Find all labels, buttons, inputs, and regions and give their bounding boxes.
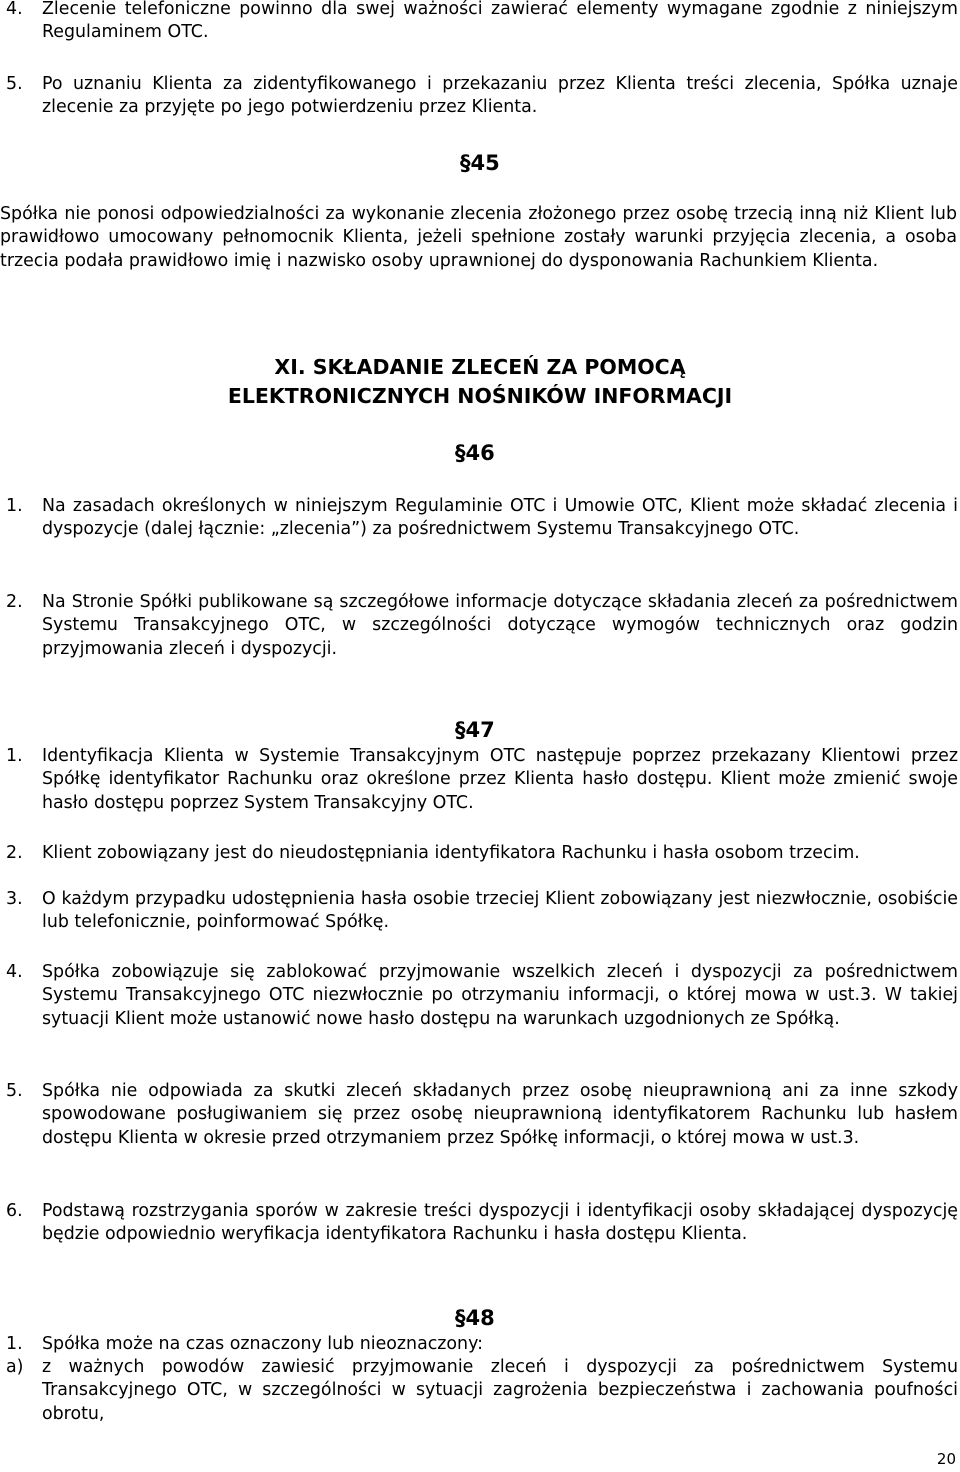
list-item bbox=[6, 1333, 958, 1356]
item-number: 2. bbox=[6, 592, 23, 612]
item-text: Klient zobowiązany jest do nieudostępniania identyfikatora Rachunku i hasła osobom trzecim. bbox=[42, 843, 860, 863]
list-item bbox=[6, 73, 958, 120]
section-title-48: §48 bbox=[455, 1306, 495, 1330]
list-item bbox=[6, 1200, 958, 1247]
item-text: Podstawą rozstrzygania sporów w zakresie treści dyspozycji i identyfikacji osoby składającej dyspozycję będzie odpowiednio weryfikacja identyfikatora Rachunku i hasła dostępu Klienta. bbox=[42, 1201, 958, 1245]
item-text: Po uznaniu Klienta za zidentyfikowanego i przekazaniu przez Klienta treści zlecenia, Spółka uznaje zlecenie za przyjęte po jego potwierdzeniu przez Klienta. bbox=[42, 74, 958, 118]
item-text: Spółka zobowiązuje się zablokować przyjmowanie wszelkich zleceń i dyspozycji za pośrednictwem Systemu Transakcyjnego OTC niezwłocznie po otrzymaniu informacji, o której mowa w ust.3. W takiej sytuacji Klient może ustanowić nowe hasło dostępu na warunkach uzgodnionych ze Spółką. bbox=[42, 962, 958, 1029]
item-number: 1. bbox=[6, 496, 23, 516]
section-title-46: §46 bbox=[455, 441, 495, 465]
item-text: Identyfikacja Klienta w Systemie Transakcyjnym OTC następuje poprzez przekazany Klientowi przez Spółkę identyfikator Rachunku oraz określone przez Klienta hasło dostępu. Klient może zmienić swoje hasło dostępu poprzez System Transakcyjny OTC. bbox=[42, 746, 958, 813]
list-item bbox=[6, 1356, 958, 1426]
item-number: 2. bbox=[6, 843, 23, 863]
list-item bbox=[6, 961, 958, 1031]
item-text: Na Stronie Spółki publikowane są szczegółowe informacje dotyczące składania zleceń za pośrednictwem Systemu Transakcyjnego OTC, w szczególności dotyczące wymogów technicznych oraz godzin przyjmowania zleceń i dyspozycji. bbox=[42, 592, 958, 659]
item-number: 6. bbox=[6, 1201, 23, 1221]
section-sign: § bbox=[460, 151, 471, 175]
item-number: 3. bbox=[6, 889, 23, 909]
page-number: 20 bbox=[936, 1450, 956, 1468]
item-text: O każdym przypadku udostępnienia hasła osobie trzeciej Klient zobowiązany jest niezwłocznie, osobiście lub telefonicznie, poinformować Spółkę. bbox=[42, 889, 958, 933]
item-number: 5. bbox=[6, 1081, 23, 1101]
section-title-47: §47 bbox=[455, 718, 495, 742]
item-text: Zlecenie telefoniczne powinno dla swej ważności zawierać elementy wymagane zgodnie z niniejszym Regulaminem OTC. bbox=[42, 0, 958, 43]
item-number: 1. bbox=[6, 746, 23, 766]
chapter-heading-line-1: XI. SKŁADANIE ZLECEŃ ZA POMOCĄ bbox=[274, 355, 686, 379]
list-item bbox=[6, 0, 958, 45]
list-item bbox=[6, 842, 958, 865]
list-item bbox=[6, 495, 958, 542]
section-45-text: Spółka nie ponosi odpowiedzialności za wykonanie zlecenia złożonego przez osobę trzecią inną niż Klient lub prawidłowo umocowany pełnomocnik Klienta, jeżeli spełnione zostały warunki przyjęcia zlecenia, a osoba trzecia podała prawidłowo imię i nazwisko osoby uprawnionej do dysponowania Rachunkiem Klienta. bbox=[0, 204, 957, 271]
section-sign: § bbox=[455, 718, 466, 742]
item-text: Spółka może na czas oznaczony lub nieoznaczony: bbox=[42, 1334, 483, 1354]
chapter-heading-line-2: ELEKTRONICZNYCH NOŚNIKÓW INFORMACJI bbox=[227, 384, 733, 408]
item-number: 4. bbox=[6, 0, 23, 19]
section-title-45: §45 bbox=[460, 151, 500, 175]
item-number: 1. bbox=[6, 1334, 23, 1354]
item-number: a) bbox=[6, 1357, 24, 1377]
item-text: Spółka nie odpowiada za skutki zleceń składanych przez osobę nieuprawnioną ani za inne szkody spowodowane posługiwaniem się przez osobę nieuprawnioną identyfikatorem Rachunku lub hasłem dostępu Klienta w okresie przed otrzymaniem przez Spółkę informacji, o której mowa w ust.3. bbox=[42, 1081, 958, 1148]
item-text: Na zasadach określonych w niniejszym Regulaminie OTC i Umowie OTC, Klient może składać zlecenia i dyspozycje (dalej łącznie: „zlecenia”) za pośrednictwem Systemu Transakcyjnego OTC. bbox=[42, 496, 958, 540]
section-sign: § bbox=[455, 1306, 466, 1330]
item-number: 4. bbox=[6, 962, 23, 982]
list-item bbox=[6, 591, 958, 661]
list-item bbox=[6, 745, 958, 815]
item-text: z ważnych powodów zawiesić przyjmowanie zleceń i dyspozycji za pośrednictwem Systemu Transakcyjnego OTC, w szczególności w sytuacji zagrożenia bezpieczeństwa i zachowania poufności obrotu, bbox=[42, 1357, 958, 1424]
section-sign: § bbox=[455, 441, 466, 465]
item-number: 5. bbox=[6, 74, 23, 94]
list-item bbox=[6, 1080, 958, 1150]
list-item bbox=[6, 888, 958, 935]
